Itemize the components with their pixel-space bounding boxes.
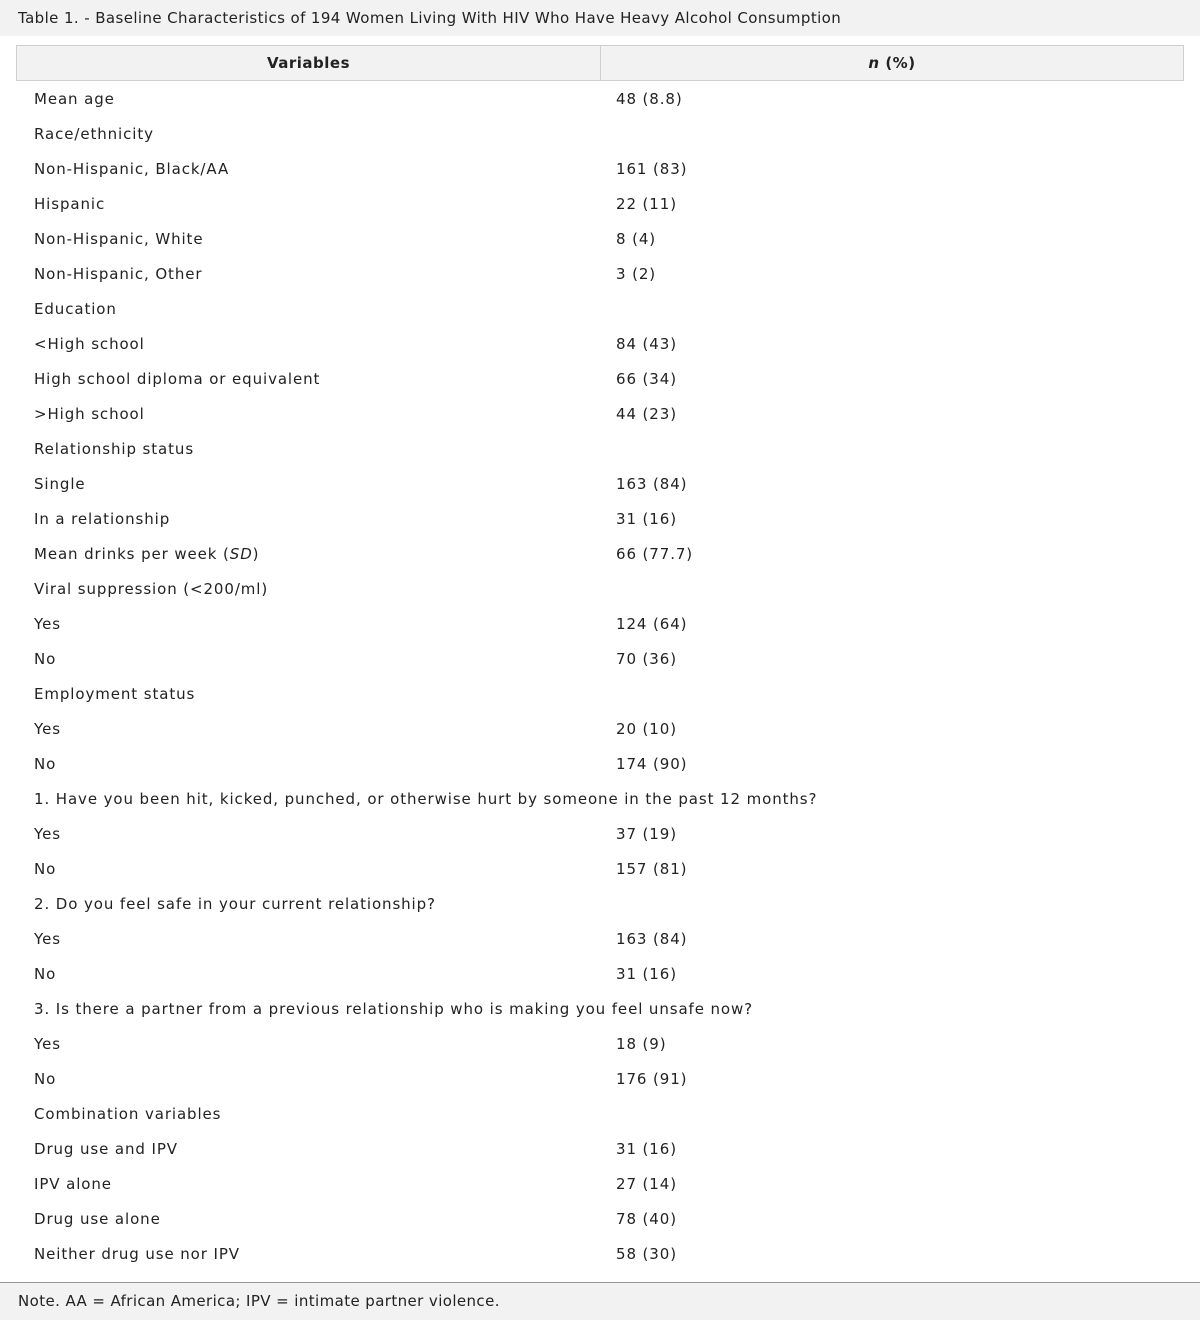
table-row [16,1026,1184,1061]
table-row [16,816,1184,851]
row-label: IPV alone [34,1174,112,1193]
row-value: 157 (81) [616,859,688,878]
table-row [16,606,1184,641]
row-label: Neither drug use nor IPV [34,1244,240,1263]
row-label: 3. Is there a partner from a previous relationship who is making you feel unsafe now? [34,999,754,1018]
row-value: 124 (64) [616,614,688,633]
table-row [16,1236,1184,1271]
table-row [16,851,1184,886]
row-value: 70 (36) [616,649,677,668]
table-row [16,396,1184,431]
row-label-after: ) [252,544,260,563]
row-value: 31 (16) [616,1139,677,1158]
row-label: >High school [34,404,145,423]
table-row [16,536,1184,571]
table-row [16,676,1184,711]
row-value: 31 (16) [616,509,677,528]
row-label: Employment status [34,684,196,703]
table-row [16,361,1184,396]
row-label: Race/ethnicity [34,124,154,143]
table-note: Note. AA = African America; IPV = intimate partner violence. [0,1283,1200,1320]
row-label: No [34,964,57,983]
row-label: Yes [34,614,61,633]
row-label: Viral suppression (<200/ml) [34,579,269,598]
table-row [16,956,1184,991]
table-row [16,466,1184,501]
table-header [16,45,1184,81]
row-value: 163 (84) [616,474,688,493]
table-row [16,431,1184,466]
table-row [16,1201,1184,1236]
row-label: Relationship status [34,439,195,458]
row-value: 78 (40) [616,1209,677,1228]
row-label: Drug use and IPV [34,1139,178,1158]
table-row [16,991,1184,1026]
table-row [16,746,1184,781]
table-row [16,501,1184,536]
table-row [16,1166,1184,1201]
table-row [16,116,1184,151]
row-label: Yes [34,1034,61,1053]
row-label: High school diploma or equivalent [34,369,321,388]
table-row [16,781,1184,816]
table-row [16,326,1184,361]
table-row [16,571,1184,606]
row-value: 176 (91) [616,1069,688,1088]
table-row [16,151,1184,186]
row-value: 84 (43) [616,334,677,353]
row-value: 18 (9) [616,1034,667,1053]
row-label: Non-Hispanic, White [34,229,204,248]
row-label: Drug use alone [34,1209,161,1228]
row-label: Single [34,474,86,493]
row-value: 8 (4) [616,229,657,248]
row-value: 174 (90) [616,754,688,773]
row-value: 20 (10) [616,719,677,738]
row-value: 66 (77.7) [616,544,694,563]
row-label: <High school [34,334,145,353]
header-percent-label: (%) [879,54,916,72]
table-row [16,1061,1184,1096]
table-row [16,221,1184,256]
table-row [16,711,1184,746]
row-value: 27 (14) [616,1174,677,1193]
row-label: Non-Hispanic, Other [34,264,203,283]
row-label: No [34,649,57,668]
row-label: Yes [34,719,61,738]
row-label: Education [34,299,117,318]
table-row [16,886,1184,921]
table-row [16,291,1184,326]
row-value: 37 (19) [616,824,677,843]
table-row [16,641,1184,676]
row-label: No [34,859,57,878]
row-label: In a relationship [34,509,171,528]
row-value: 163 (84) [616,929,688,948]
row-value: 3 (2) [616,264,657,283]
row-value: 48 (8.8) [616,89,683,108]
data-table [16,45,1184,1271]
table-row [16,921,1184,956]
row-label-italic: SD [229,544,253,563]
row-value: 161 (83) [616,159,688,178]
table-row [16,81,1184,116]
table-row [16,256,1184,291]
row-label: Mean age [34,89,115,108]
row-label: Combination variables [34,1104,222,1123]
row-label: No [34,754,57,773]
row-label: No [34,1069,57,1088]
row-value: 22 (11) [616,194,677,213]
row-label: Hispanic [34,194,106,213]
table-caption: Table 1. - Baseline Characteristics of 194 Women Living With HIV Who Have Heavy Alcohol Consumption [0,0,1200,36]
row-value: 66 (34) [616,369,677,388]
table-row [16,1131,1184,1166]
row-value: 31 (16) [616,964,677,983]
row-label: 2. Do you feel safe in your current relationship? [34,894,436,913]
row-label-text: Mean drinks per week ( [34,544,230,563]
header-n-label: n [868,54,880,72]
row-value: 58 (30) [616,1244,677,1263]
row-value: 44 (23) [616,404,677,423]
header-n-percent [601,46,1183,80]
header-variables: Variables [17,46,601,80]
row-label: 1. Have you been hit, kicked, punched, or otherwise hurt by someone in the past 12 months? [34,789,818,808]
table-row [16,186,1184,221]
table-row [16,1096,1184,1131]
table-body [16,81,1184,1271]
row-label: Yes [34,929,61,948]
row-label [16,545,616,563]
row-label: Non-Hispanic, Black/AA [34,159,230,178]
row-label: Yes [34,824,61,843]
